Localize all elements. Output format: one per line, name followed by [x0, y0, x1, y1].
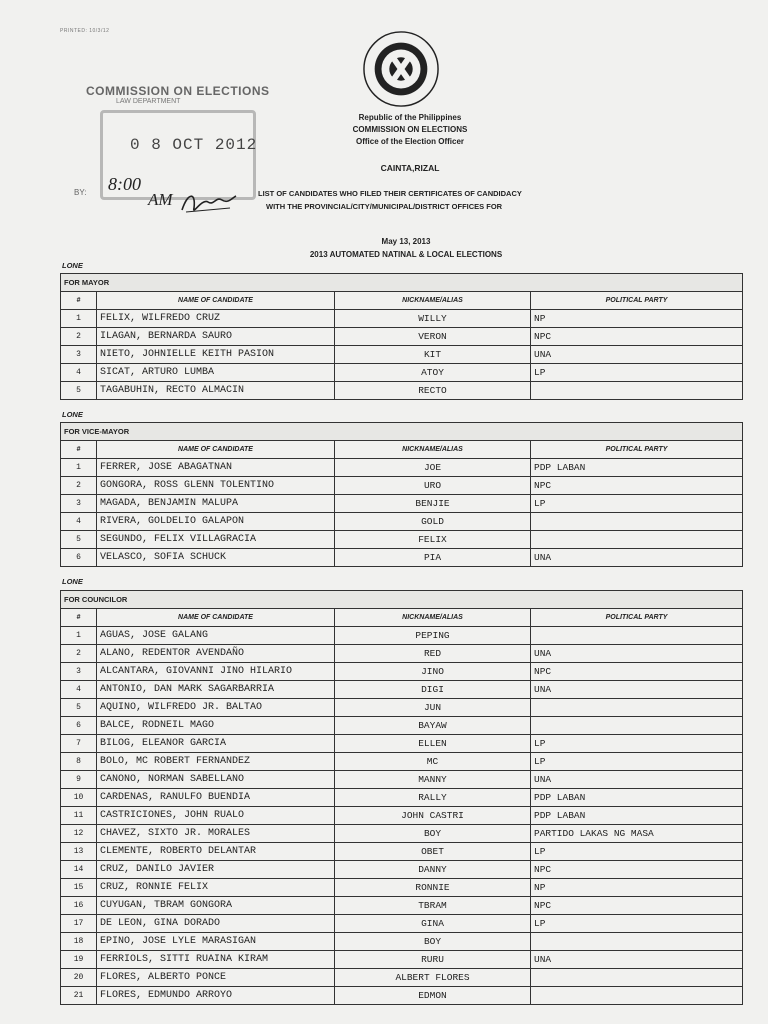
mayor-caption: FOR MAYOR — [61, 274, 743, 292]
table-row — [61, 310, 743, 328]
candidate-name: CUYUGAN, TBRAM GONGORA — [97, 897, 335, 915]
candidate-name: GONGORA, ROSS GLENN TOLENTINO — [97, 477, 335, 495]
row-num: 16 — [61, 897, 97, 915]
election-name: 2013 AUTOMATED NATINAL & LOCAL ELECTIONS — [309, 250, 503, 259]
table-row — [61, 969, 743, 987]
candidate-party — [531, 627, 743, 645]
candidate-name: CRUZ, RONNIE FELIX — [97, 879, 335, 897]
stamp-by-label: BY: — [74, 188, 87, 197]
candidate-name: FERRER, JOSE ABAGATNAN — [97, 459, 335, 477]
row-num: 9 — [61, 771, 97, 789]
row-num: 4 — [61, 681, 97, 699]
header-place: CAINTA,RIZAL — [380, 163, 440, 173]
comelec-seal-icon — [362, 30, 440, 108]
candidate-name: CASTRICIONES, JOHN RUALO — [97, 807, 335, 825]
row-num: 19 — [61, 951, 97, 969]
row-num: 5 — [61, 382, 97, 400]
candidate-nick: BENJIE — [335, 495, 531, 513]
table-row — [61, 753, 743, 771]
candidate-nick: ELLEN — [335, 735, 531, 753]
candidate-party: NPC — [531, 328, 743, 346]
candidate-party: LP — [531, 495, 743, 513]
candidate-party: UNA — [531, 771, 743, 789]
candidate-party: UNA — [531, 346, 743, 364]
candidate-nick: FELIX — [335, 531, 531, 549]
row-num: 4 — [61, 513, 97, 531]
candidate-party — [531, 987, 743, 1005]
col-party-header: POLITICAL PARTY — [531, 441, 743, 459]
candidate-party: LP — [531, 753, 743, 771]
table-row — [61, 627, 743, 645]
mayor-section-label: LONE — [62, 261, 83, 270]
stamp-title: COMMISSION ON ELECTIONS — [86, 84, 270, 98]
candidate-nick: GINA — [335, 915, 531, 933]
candidate-name: VELASCO, SOFIA SCHUCK — [97, 549, 335, 567]
councilor-section-label: LONE — [62, 577, 83, 586]
candidate-name: DE LEON, GINA DORADO — [97, 915, 335, 933]
col-party-header: POLITICAL PARTY — [531, 609, 743, 627]
table-row — [61, 477, 743, 495]
signature-icon — [178, 188, 238, 218]
col-nick-header: NICKNAME/ALIAS — [335, 292, 531, 310]
candidate-nick: ALBERT FLORES — [335, 969, 531, 987]
candidate-name: BILOG, ELEANOR GARCIA — [97, 735, 335, 753]
col-name-header: NAME OF CANDIDATE — [97, 441, 335, 459]
candidate-name: CLEMENTE, ROBERTO DELANTAR — [97, 843, 335, 861]
candidate-name: CARDENAS, RANULFO BUENDIA — [97, 789, 335, 807]
candidate-name: SEGUNDO, FELIX VILLAGRACIA — [97, 531, 335, 549]
table-row — [61, 951, 743, 969]
candidate-nick: GOLD — [335, 513, 531, 531]
table-row — [61, 807, 743, 825]
row-num: 1 — [61, 459, 97, 477]
row-num: 6 — [61, 717, 97, 735]
candidate-party: PDP LABAN — [531, 459, 743, 477]
candidate-party: NP — [531, 310, 743, 328]
candidate-nick: RECTO — [335, 382, 531, 400]
table-row — [61, 789, 743, 807]
row-num: 3 — [61, 346, 97, 364]
candidate-nick: PIA — [335, 549, 531, 567]
table-row — [61, 915, 743, 933]
candidate-name: SICAT, ARTURO LUMBA — [97, 364, 335, 382]
table-row — [61, 645, 743, 663]
candidate-party: LP — [531, 843, 743, 861]
row-num: 1 — [61, 627, 97, 645]
row-num: 2 — [61, 477, 97, 495]
table-row — [61, 328, 743, 346]
candidate-name: TAGABUHIN, RECTO ALMACIN — [97, 382, 335, 400]
candidate-nick: BAYAW — [335, 717, 531, 735]
candidate-party: NPC — [531, 663, 743, 681]
col-party-header: POLITICAL PARTY — [531, 292, 743, 310]
row-num: 8 — [61, 753, 97, 771]
candidate-nick: DANNY — [335, 861, 531, 879]
table-row — [61, 897, 743, 915]
table-row — [61, 933, 743, 951]
table-row — [61, 513, 743, 531]
candidate-nick: DIGI — [335, 681, 531, 699]
candidate-nick: ATOY — [335, 364, 531, 382]
candidate-nick: JOHN CASTRI — [335, 807, 531, 825]
candidate-party — [531, 699, 743, 717]
candidate-nick: MC — [335, 753, 531, 771]
col-num-header: # — [61, 292, 97, 310]
candidate-nick: BOY — [335, 825, 531, 843]
table-row — [61, 681, 743, 699]
printed-date: PRINTED: 10/3/12 — [60, 28, 110, 34]
candidate-nick: EDMON — [335, 987, 531, 1005]
row-num: 15 — [61, 879, 97, 897]
candidate-party — [531, 531, 743, 549]
col-name-header: NAME OF CANDIDATE — [97, 292, 335, 310]
candidate-nick: TBRAM — [335, 897, 531, 915]
doc-title-line2: WITH THE PROVINCIAL/CITY/MUNICIPAL/DISTRICT OFFICES FOR — [266, 202, 503, 211]
candidate-party: LP — [531, 915, 743, 933]
candidate-name: FELIX, WILFREDO CRUZ — [97, 310, 335, 328]
table-row — [61, 663, 743, 681]
vice-mayor-caption: FOR VICE-MAYOR — [61, 423, 743, 441]
candidate-party: NPC — [531, 897, 743, 915]
candidate-name: ANTONIO, DAN MARK SAGARBARRIA — [97, 681, 335, 699]
candidate-name: FLORES, ALBERTO PONCE — [97, 969, 335, 987]
councilor-table — [60, 590, 743, 1005]
councilor-caption: FOR COUNCILOR — [61, 591, 743, 609]
table-row — [61, 879, 743, 897]
candidate-nick: MANNY — [335, 771, 531, 789]
table-row — [61, 735, 743, 753]
candidate-party: UNA — [531, 951, 743, 969]
candidate-name: AGUAS, JOSE GALANG — [97, 627, 335, 645]
row-num: 18 — [61, 933, 97, 951]
row-num: 10 — [61, 789, 97, 807]
candidate-name: FERRIOLS, SITTI RUAINA KIRAM — [97, 951, 335, 969]
col-name-header: NAME OF CANDIDATE — [97, 609, 335, 627]
candidate-nick: RED — [335, 645, 531, 663]
candidate-party: LP — [531, 364, 743, 382]
candidate-name: FLORES, EDMUNDO ARROYO — [97, 987, 335, 1005]
candidate-name: CRUZ, DANILO JAVIER — [97, 861, 335, 879]
candidate-name: BOLO, MC ROBERT FERNANDEZ — [97, 753, 335, 771]
vice-mayor-table — [60, 422, 743, 567]
row-num: 12 — [61, 825, 97, 843]
table-row — [61, 699, 743, 717]
candidate-nick: VERON — [335, 328, 531, 346]
candidate-party — [531, 382, 743, 400]
candidate-party — [531, 933, 743, 951]
candidate-nick: WILLY — [335, 310, 531, 328]
row-num: 2 — [61, 328, 97, 346]
table-row — [61, 717, 743, 735]
candidate-nick: RONNIE — [335, 879, 531, 897]
candidate-nick: JINO — [335, 663, 531, 681]
candidate-name: NIETO, JOHNIELLE KEITH PASION — [97, 346, 335, 364]
candidate-name: ILAGAN, BERNARDA SAURO — [97, 328, 335, 346]
row-num: 4 — [61, 364, 97, 382]
candidate-name: CHAVEZ, SIXTO JR. MORALES — [97, 825, 335, 843]
mayor-table — [60, 273, 743, 400]
candidate-nick: URO — [335, 477, 531, 495]
col-num-header: # — [61, 441, 97, 459]
candidate-party — [531, 513, 743, 531]
election-date: May 13, 2013 — [381, 237, 431, 246]
candidate-name: BALCE, RODNEIL MAGO — [97, 717, 335, 735]
col-num-header: # — [61, 609, 97, 627]
candidate-nick: PEPING — [335, 627, 531, 645]
candidate-party: NPC — [531, 477, 743, 495]
candidate-name: AQUINO, WILFREDO JR. BALTAO — [97, 699, 335, 717]
table-row — [61, 459, 743, 477]
candidate-party: PARTIDO LAKAS NG MASA — [531, 825, 743, 843]
row-num: 14 — [61, 861, 97, 879]
row-num: 3 — [61, 495, 97, 513]
stamp-time: 8:00 — [108, 174, 141, 194]
candidate-party: PDP LABAN — [531, 789, 743, 807]
header-office: Office of the Election Officer — [355, 137, 464, 146]
row-num: 17 — [61, 915, 97, 933]
candidate-party: UNA — [531, 681, 743, 699]
stamp-subtitle: LAW DEPARTMENT — [116, 98, 181, 105]
table-row — [61, 843, 743, 861]
candidate-party: UNA — [531, 549, 743, 567]
candidate-party: NPC — [531, 861, 743, 879]
header-republic: Republic of the Philippines — [358, 113, 462, 122]
table-row — [61, 549, 743, 567]
table-row — [61, 987, 743, 1005]
row-num: 13 — [61, 843, 97, 861]
col-nick-header: NICKNAME/ALIAS — [335, 609, 531, 627]
table-row — [61, 825, 743, 843]
row-num: 11 — [61, 807, 97, 825]
header-commission: COMMISSION ON ELECTIONS — [352, 125, 468, 134]
vice-mayor-section-label: LONE — [62, 410, 83, 419]
table-row — [61, 531, 743, 549]
table-row — [61, 495, 743, 513]
table-row — [61, 861, 743, 879]
candidate-nick: OBET — [335, 843, 531, 861]
candidate-party: LP — [531, 735, 743, 753]
row-num: 20 — [61, 969, 97, 987]
candidate-name: ALCANTARA, GIOVANNI JINO HILARIO — [97, 663, 335, 681]
received-stamp — [72, 78, 272, 218]
candidate-nick: RALLY — [335, 789, 531, 807]
candidate-nick: JOE — [335, 459, 531, 477]
row-num: 2 — [61, 645, 97, 663]
doc-title-line1: LIST OF CANDIDATES WHO FILED THEIR CERTIFICATES OF CANDIDACY — [258, 189, 522, 198]
candidate-name: MAGADA, BENJAMIN MALUPA — [97, 495, 335, 513]
candidate-nick: KIT — [335, 346, 531, 364]
candidate-party: UNA — [531, 645, 743, 663]
row-num: 3 — [61, 663, 97, 681]
table-row — [61, 364, 743, 382]
row-num: 5 — [61, 531, 97, 549]
candidate-party: NP — [531, 879, 743, 897]
row-num: 1 — [61, 310, 97, 328]
candidate-name: ALANO, REDENTOR AVENDAÑO — [97, 645, 335, 663]
candidate-nick: RURU — [335, 951, 531, 969]
candidate-party: PDP LABAN — [531, 807, 743, 825]
col-nick-header: NICKNAME/ALIAS — [335, 441, 531, 459]
candidate-name: EPINO, JOSE LYLE MARASIGAN — [97, 933, 335, 951]
row-num: 7 — [61, 735, 97, 753]
stamp-ampm: AM — [148, 190, 173, 209]
candidate-party — [531, 969, 743, 987]
row-num: 21 — [61, 987, 97, 1005]
candidate-party — [531, 717, 743, 735]
row-num: 6 — [61, 549, 97, 567]
candidate-nick: JUN — [335, 699, 531, 717]
table-row — [61, 382, 743, 400]
candidate-name: RIVERA, GOLDELIO GALAPON — [97, 513, 335, 531]
candidate-nick: BOY — [335, 933, 531, 951]
stamp-date: 0 8 OCT 2012 — [130, 136, 258, 154]
candidate-name: CANONO, NORMAN SABELLANO — [97, 771, 335, 789]
table-row — [61, 771, 743, 789]
row-num: 5 — [61, 699, 97, 717]
table-row — [61, 346, 743, 364]
